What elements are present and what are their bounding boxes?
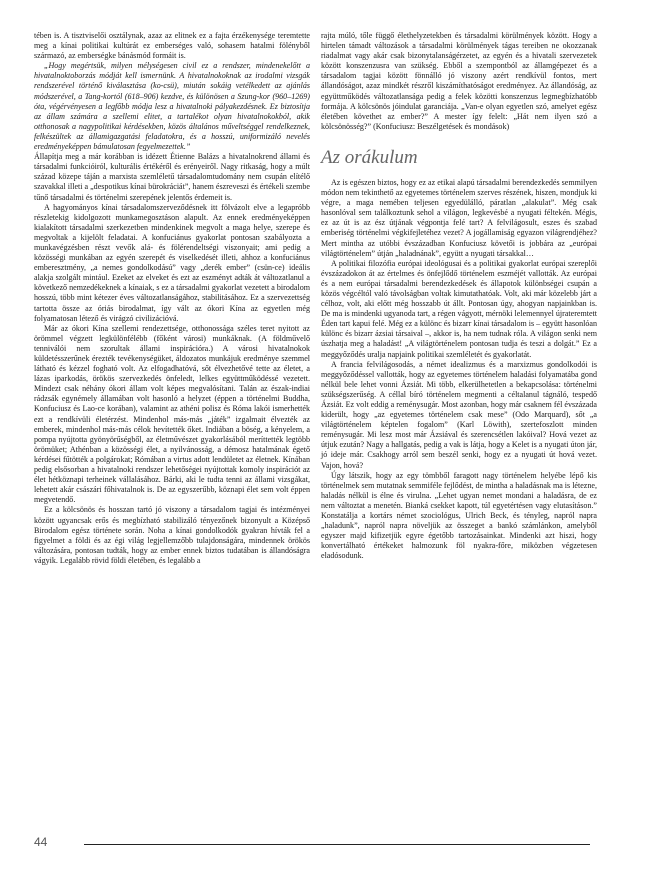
paragraph: Állapítja meg a már korábban is idézett Étienne Balázs a hivatalnokrend állami és társadalmi funkcióiról, kulturális értékéről és erényeiről. Nagy ritkaság, hogy a múlt század közepe táján a marxista szemléletű társadalomtudomány nem csupán elítélő szavakkal illeti a „despotikus kínai bürokráciát”, hanem észreveszi és értékeli szembe tűnő társadalmi és történelmi szerepének jelentős érdemeit is. [34,152,310,202]
paragraph: A francia felvilágosodás, a német idealizmus és a marxizmus gondolkodói is meggyőződéssel vallották, hogy az egyetemes történelem haladási folyamatába gond nélkül bele lehet vonni Ázsiát. Mi több, elkerülhetetlen a bekapcsolása: történelmi szükségszerűség. A céllal bíró történelem megmenti a céltalanul tágnáló, tespedő Ázsiát. Ez volt eddig a reménysugár. Most azonban, hogy már csaknem fél évszázada kiderült, hogy „az egyetemes történelem csak mese” (Odo Marquard), sőt „a világtörténelem képtelen fogalom” (Karl Löwith), szertefoszlott minden reménysugár. Mi lesz most már Ázsiával és szerencsétlen lakóival? Hová vezet az útjuk ezután? Nagy a hallgatás, pedig a vak is látja, hogy a Kelet is a nyugati úton jár, jó ideje már. Csakhogy arról sem beszél senki, hogy ez a nyugati út hová vezet. Vajon, hová? [321,359,597,470]
right-column-top [321,31,597,132]
paragraph: Már az ókori Kína szellemi rendezettsége, otthonossága széles teret nyitott az örömmel végzett legkülönfélébb (főként városi) munkáknak. (A földművelő tenniválói nem szorultak állami inspirációra.) A városi hivatalnokok küldetésszerűnek érezték tevékenységüket, áldozatos munkájuk eredménye szemmel látható és kézzel fogható volt. Az elfogadhatóvá, sőt élvezhetővé tette az életet, a lázas iparkodás, örökös szervezkedés önfeledt, lelkes együttműködéssé vezetett. Mindezt csak néhány ókori állam volt képes megvalósítani. Talán az észak-indiai rádzsák egynémely államában volt hasonló a helyzet (éppen a történelmi Buddha, Konfuciusz és Lao-ce korában), valamint az athéni polisz és Róma lakói ismerhették ezt a rendkívüli életérzést. Mindenhol más-más „játék” izgalmait élvezték az emberek, mindenhol más-más célok hevítették őket. Indiában a böség, a kényelem, a pompa nyújtotta gyönyörűségből, az életművészet gyakorlásából meríttették legtöbb örömüket; Athénban a közösségi élet, a nyilvánosság, a démosz hatalmának égető kérdései fűtötték a polgárokat; Rómában a virtus adott lendületet az életnek. Kínában pedig elsősorban a hivatalnoki rendszer lehetőségei nyújtottak komoly inspirációt az élet hétköznapi terheinek vállalásához. Bárki, aki le tudta tenni az állami vizsgákat, lehetett akár császári főhivatalnok is. De az egyszerűbb, köznapi élet sem volt éppen megvetendő. [34,323,310,505]
paragraph: tében is. A tisztviselői osztálynak, azaz az elitnek ez a fajta érzékenysége teremtette meg a kínai politikai kultúrát ez emberséges való, sohasem hatalmi fölényből származó, az emberségke bánásmód formáit is. [34,31,310,61]
paragraph: A hagyományos kínai társadalomszerveződésnek itt fölvázolt elve a legapróbb részletekig kidolgozott munkamegosztáson alapult. Az ennek eredményeképpen kialakított társadalmi szerkezetben mindenkinek megvolt a maga helye, szerepe és megvoltak a kijelölt feladatai. A konfuciánus gyakorlat pontosan szabályozta a munkavégzésben részt vevők alá- és fölérendeltségi viszonyait; ami pedig a közösségi munkában az egyén szerepét és viselkedését illeti, ahhoz a konfuciánus emberesztmény, „a nemes gondolkodású” vagy „derék ember” (csün-ce) ideális alakja szolgált mintául. Ezeket az elveket és ezt az eszményt adták át változatlanul a következő nemzedékeknek a kínaiak, s ez a társadalmi gyakorlat vezetett a birodalom hosszú, több mint kétezer éves változatlanságához, stabilitásához. Ez a szervezettség tartotta össze az óriás birodalmat, így vált az ókori Kína az egyetlen még folyamatosan létező és virágzó civilizációvá. [34,202,310,323]
paragraph: rajta múló, tőle függő élethelyzetekben és társadalmi körülmények között. Hogy a hirtelen támadt változások a társadalmi körülmények tágas tereiben ne okozzanak riadalmat vagy akár csak bizonytalanságérzetet, az egyén és a hivatali szervezetek között konszenzusra van szükség. Ebből a szempontból az államgépezet és a társadalom tagjai között fönnálló jó viszony azért rendkívül fontos, mert állandóságot, azaz mindkét részről kiszámíthatóságot eredményez. Az állandóság, az együttműködés változatlansága pedig a felek közötti konszenzus legmegbízhatóbb formája. A kölcsönös jóindulat garanciája. „Van-e olyan egyetlen szó, amelyet egész életében követhet az ember?” A mester így felelt: „Hát nem ilyen szó a kölcsönösség?” (Konfuciusz: Beszélgetések és mondások) [321,31,597,131]
paragraph: A politikai filozófia európai ideológusai és a politikai gyakorlat európai szereplői évszázadokon át az értelmes és önfejlődő történelem eszméjét vallották. Az európai és a nem európai társadalmi berendezkedések és állapotok különbségei csupán a közös végcéltól való távolságban voltak kimutathatóak. Volt, aki már közelebb járt a célhoz, volt, aki előtt még hosszabb út állt. Pontosan úgy, ahogyan napjainkban is. De ma is mindenki ugyanoda tart, a régen vágyott, mérnöki lelemennyel újrateremtett Éden tart kapui felé. Még ez a különc és bizarr kínai társadalom is – együtt hasonlóan különc és bizarr ázsiai társaival –, akkor is, ha nem tudnak róla. A világon senki nem úszhatja meg a haladást! „A világtörténelem pontosan tudja és teszi a dolgát.” Ez a meggyőződés uralja napjaink politikai szemléletét és gyakorlatát. [321,258,597,359]
left-column [34,31,310,566]
section-heading: Az orákulum [321,146,418,168]
right-column-bottom [321,178,597,562]
paragraph: Ez a kölcsönös és hosszan tartó jó viszony a társadalom tagjai és intézményei között ugyancsak erős és megbízható stabilizáló tényezőnek bizonyult a Középső Birodalom egész története során. Noha a kínai gondolkodók gyakran hívták fel a figyelmet a földi és az égi világ legjellemzőbb tulajdonságára, mindennek örökös változására, pontosan tudták, hogy az ember ennek biztos tudatában is állandóságra vágyik. Legalább rövid földi életében, és legalább a [34,505,310,565]
paragraph: Az is egészen biztos, hogy ez az etikai alapú társadalmi berendezkedés semmilyen módon nem tekinthető az egyetemes történelem szerves részének, hiszen, mondjuk ki végre, a maga nemében teljesen egyedülálló, páratlan „alakulat”. Még csak hasonlóval sem találkoztunk sehol a világon, legkevésbé a nyugati féltekén. Mégis, ez az út is az ész útjának végpontja felé tart? A felvilágosult, eszes és szabad emberiség történelmi végkifejletéhez vezet? A jogállamiság egyazon világrendjéhez? Mert mintha az utóbbi évszázadban Konfuciusz követői is jobbára az „európai világtörténelem” útján „haladnának”, együtt a nyugati társakkal… [321,177,597,258]
footer-rule [84,844,590,845]
paragraph: „Hogy megértsük, milyen mélységesen civil ez a rendszer, mindenekelőtt a hivatalnoktoborzás módját kell ismernünk. A hivatalnokoknak az irodalmi vizsgák rendszerével történő kiválasztása (ko-csü), miután sokáig vetélkedett az ajánlás módszerével, a Tang-kortól (618–906) kezdve, és különösen a Szung-kor (960–1269) óta, végérvényesen a legfőbb módja lesz a hivatalnoki pályakezdésnek. Ez biztosítja az állam számára a szellemi elitet, a tartalékot olyan hivatalnokokból, akik otthonosak a nagypolitikai kérdésekben, közös általános műveltséggel rendelkeznek, felkészültek az államigazgatási feladatokra, és a hosszú, uniformizáló nevelés eredményeképpen bámulatosan fegyelmezettek.” [34,61,310,152]
right-column [321,31,597,562]
page-number: 44 [34,835,48,849]
paragraph: Úgy látszik, hogy az egy tömbből faragott nagy történelem helyébe lépő kis történelmek sem mutatnak semmiféle fejlődést, de mintha a haladásnak ma is létezne, haladás nélkül is élne és virulna. „Lehet ugyan nemet mondani a haladásra, de ez nem változtat a menetén. Bianká csekket kapott, túl egyetértésen vagy elutasításon.” Konstatálja a kortárs német szociológus, Ulrich Beck, és tényleg, napról napra „haladunk”, napról napra növeljük az összeget a bankó számlánkon, amelyből egyszer majd kifizetjük egyre égetőbb tartozásainkat. Mindenki azt hiszi, hogy konvertálható értékeket halmozunk föl nyakra-főre, miközben végzetesen eladósodunk. [321,470,597,561]
